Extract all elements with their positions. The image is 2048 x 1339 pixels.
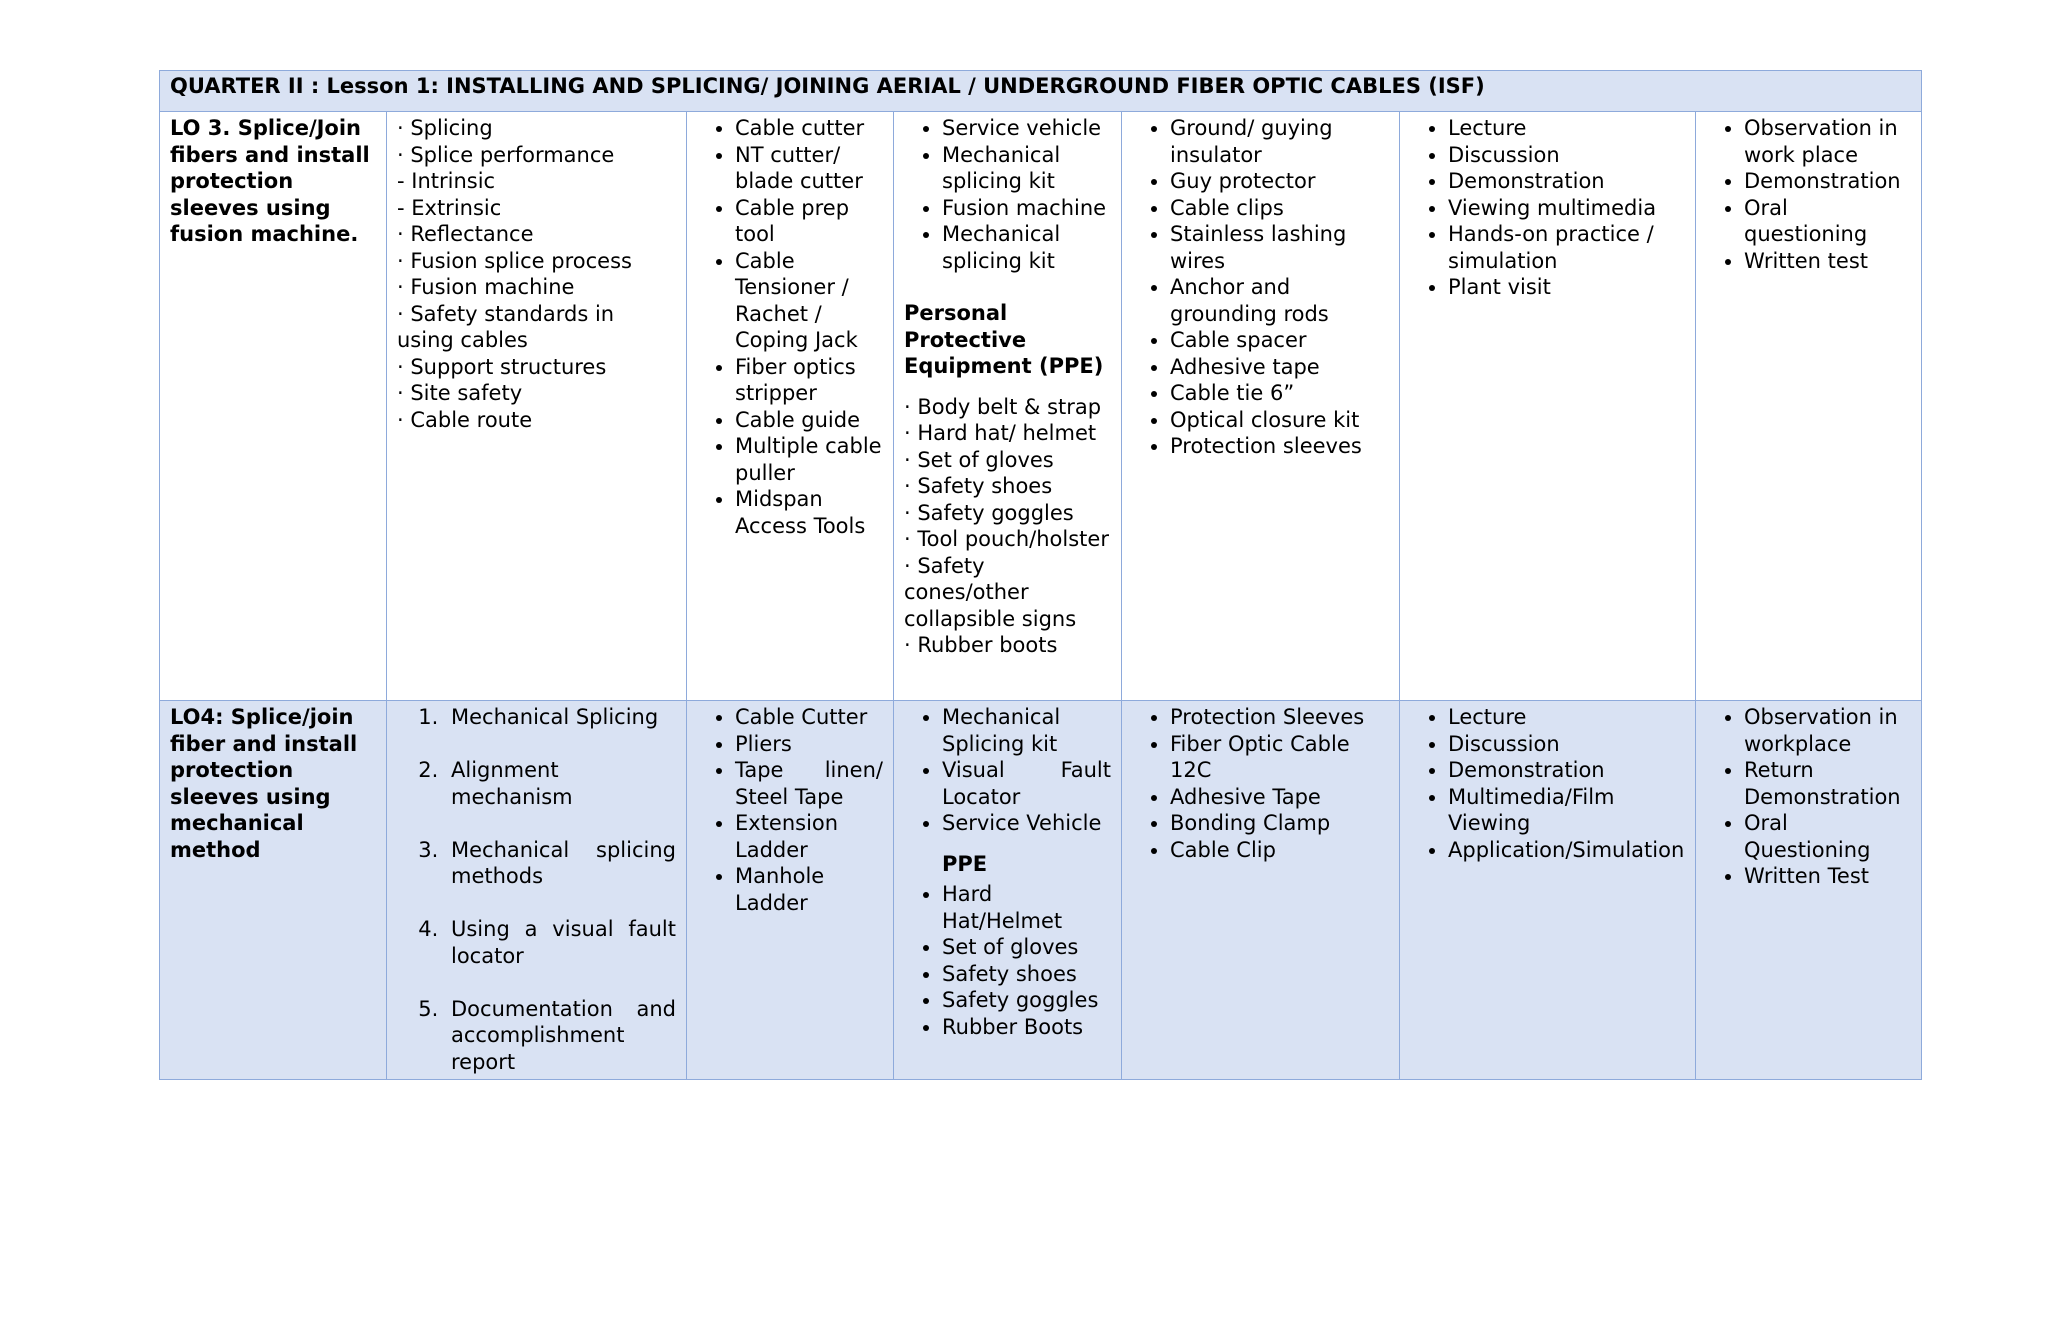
list-item: • Cable prep tool	[735, 195, 883, 248]
list-item: • Application/Simulation	[1448, 837, 1685, 864]
list-item: • Oral questioning	[1744, 195, 1911, 248]
lo4-row	[160, 701, 1922, 1080]
header-row	[160, 71, 1922, 112]
lo4-ppe-list	[904, 881, 1111, 1040]
lo3-contents-list	[397, 115, 676, 433]
list-item: · Set of gloves	[904, 447, 1054, 472]
list-item: • Viewing multimedia	[1448, 195, 1685, 222]
lo3-materials-cell	[1122, 112, 1400, 701]
list-item: · Safety standards in using cables	[397, 301, 615, 352]
list-item: • Lecture	[1448, 115, 1685, 142]
list-item: • Pliers	[735, 731, 883, 758]
list-item: • Cable Tensioner / Rachet / Coping Jack	[735, 248, 883, 354]
list-item: • Optical closure kit	[1170, 407, 1389, 434]
lo3-contents-cell	[387, 112, 687, 701]
list-item: • Cable Cutter	[735, 704, 883, 731]
list-item: • Demonstration	[1448, 168, 1685, 195]
lo3-methods-cell	[1400, 112, 1696, 701]
list-item: • Rubber Boots	[942, 1014, 1111, 1041]
lo4-equipment-cell	[894, 701, 1122, 1080]
list-item: • Multimedia/Film Viewing	[1448, 784, 1685, 837]
list-item: • Service vehicle	[942, 115, 1111, 142]
list-item: - Intrinsic	[397, 169, 496, 193]
list-item: - Extrinsic	[397, 195, 502, 220]
list-item: • Written test	[1744, 248, 1911, 275]
list-item: · Hard hat/ helmet	[904, 421, 1097, 445]
list-item: • Observation in work place	[1744, 115, 1911, 168]
lo3-equipment-cell	[894, 112, 1122, 701]
list-item: • Adhesive Tape	[1170, 784, 1389, 811]
list-item: • Mechanical splicing kit	[942, 142, 1111, 195]
list-item: · Safety goggles	[904, 500, 1074, 525]
lo4-equipment-list	[904, 704, 1111, 837]
list-item: · Fusion machine	[397, 275, 575, 299]
list-item: • Safety goggles	[942, 987, 1111, 1014]
list-item: • Adhesive tape	[1170, 354, 1389, 381]
lo4-contents-list	[397, 704, 676, 1075]
lo3-tools-list	[697, 115, 883, 539]
list-item: · Reflectance	[397, 222, 534, 246]
list-item: • Tape linen/ Steel Tape	[735, 757, 883, 810]
list-item: • Manhole Ladder	[735, 863, 883, 916]
list-item: • Discussion	[1448, 731, 1685, 758]
lo3-tools-cell	[687, 112, 894, 701]
list-item: • Demonstration	[1744, 168, 1911, 195]
list-item: · Rubber boots	[904, 633, 1058, 657]
list-item: 2. Alignment mechanism	[445, 757, 676, 810]
list-item: • Bonding Clamp	[1170, 810, 1389, 837]
list-item: · Safety shoes	[904, 474, 1053, 498]
list-item: · Tool pouch/holster	[904, 527, 1109, 551]
list-item: • Oral Questioning	[1744, 810, 1911, 863]
lo3-materials-list	[1132, 115, 1389, 460]
list-item: · Support structures	[397, 354, 607, 379]
lo3-methods-list	[1410, 115, 1685, 301]
list-item: · Splice performance	[397, 142, 615, 167]
list-item: • Cable clips	[1170, 195, 1389, 222]
list-item: · Body belt & strap	[904, 394, 1102, 419]
list-item: • Written Test	[1744, 863, 1911, 890]
lo3-ppe-heading: Personal Protective Equipment (PPE)	[904, 301, 1104, 378]
list-item: • Fiber optics stripper	[735, 354, 883, 407]
lo4-assessment-cell	[1696, 701, 1922, 1080]
list-item: • Anchor and grounding rods	[1170, 274, 1389, 327]
list-item: • Observation in workplace	[1744, 704, 1911, 757]
list-item: • Lecture	[1448, 704, 1685, 731]
list-item: • NT cutter/ blade cutter	[735, 142, 883, 195]
list-item: 4. Using a visual fault locator	[445, 916, 676, 969]
list-item: • Cable Clip	[1170, 837, 1389, 864]
lo4-materials-list	[1132, 704, 1389, 863]
list-item: · Site safety	[397, 381, 523, 405]
lo4-tools-list	[697, 704, 883, 916]
list-item: • Demonstration	[1448, 757, 1685, 784]
list-item: • Ground/ guying insulator	[1170, 115, 1389, 168]
lo4-methods-list	[1410, 704, 1685, 863]
list-item: 5. Documentation and accomplishment report	[445, 996, 676, 1076]
curriculum-table	[159, 70, 1922, 1080]
list-item: • Guy protector	[1170, 168, 1389, 195]
lo3-equipment-list	[904, 115, 1111, 274]
list-item: • Safety shoes	[942, 961, 1111, 988]
lo4-materials-cell	[1122, 701, 1400, 1080]
list-item: • Multiple cable puller	[735, 433, 883, 486]
list-item: • Stainless lashing wires	[1170, 221, 1389, 274]
list-item: • Cable cutter	[735, 115, 883, 142]
lo4-assessment-list	[1706, 704, 1911, 890]
lo4-contents-cell	[387, 701, 687, 1080]
list-item: • Return Demonstration	[1744, 757, 1911, 810]
list-item: · Fusion splice process	[397, 248, 632, 273]
lo4-tools-cell	[687, 701, 894, 1080]
lo3-ppe-list	[904, 394, 1111, 659]
list-item: • Plant visit	[1448, 274, 1685, 301]
list-item: • Cable tie 6”	[1170, 380, 1389, 407]
list-item: • Cable guide	[735, 407, 883, 434]
list-item: · Splicing	[397, 116, 493, 140]
list-item: • Visual Fault Locator	[942, 757, 1111, 810]
list-item: • Mechanical splicing kit	[942, 221, 1111, 274]
list-item: • Service Vehicle	[942, 810, 1111, 837]
list-item: 3. Mechanical splicing methods	[445, 837, 676, 890]
list-item: • Hands-on practice / simulation	[1448, 221, 1685, 274]
list-item: 1. Mechanical Splicing	[445, 704, 676, 731]
lo3-title: LO 3. Splice/Join fibers and install protection sleeves using fusion machine.	[160, 112, 387, 701]
lo4-ppe-heading: PPE	[942, 851, 988, 876]
lo3-assessment-cell	[1696, 112, 1922, 701]
list-item: · Safety cones/other collapsible signs	[904, 553, 1077, 631]
list-item: • Cable spacer	[1170, 327, 1389, 354]
list-item: • Hard Hat/Helmet	[942, 881, 1111, 934]
list-item: · Cable route	[397, 407, 533, 432]
list-item: • Protection Sleeves	[1170, 704, 1389, 731]
list-item: • Set of gloves	[942, 934, 1111, 961]
lo4-title: LO4: Splice/join fiber and install protection sleeves using mechanical method	[160, 701, 387, 1080]
list-item: • Protection sleeves	[1170, 433, 1389, 460]
lesson-header: QUARTER II : Lesson 1: INSTALLING AND SPLICING/ JOINING AERIAL / UNDERGROUND FIBER OPTIC CABLES (ISF)	[160, 71, 1922, 112]
list-item: • Extension Ladder	[735, 810, 883, 863]
list-item: • Mechanical Splicing kit	[942, 704, 1111, 757]
lo4-methods-cell	[1400, 701, 1696, 1080]
list-item: • Midspan Access Tools	[735, 486, 883, 539]
lo3-row	[160, 112, 1922, 701]
list-item: • Discussion	[1448, 142, 1685, 169]
lo3-assessment-list	[1706, 115, 1911, 274]
list-item: • Fiber Optic Cable 12C	[1170, 731, 1389, 784]
list-item: • Fusion machine	[942, 195, 1111, 222]
